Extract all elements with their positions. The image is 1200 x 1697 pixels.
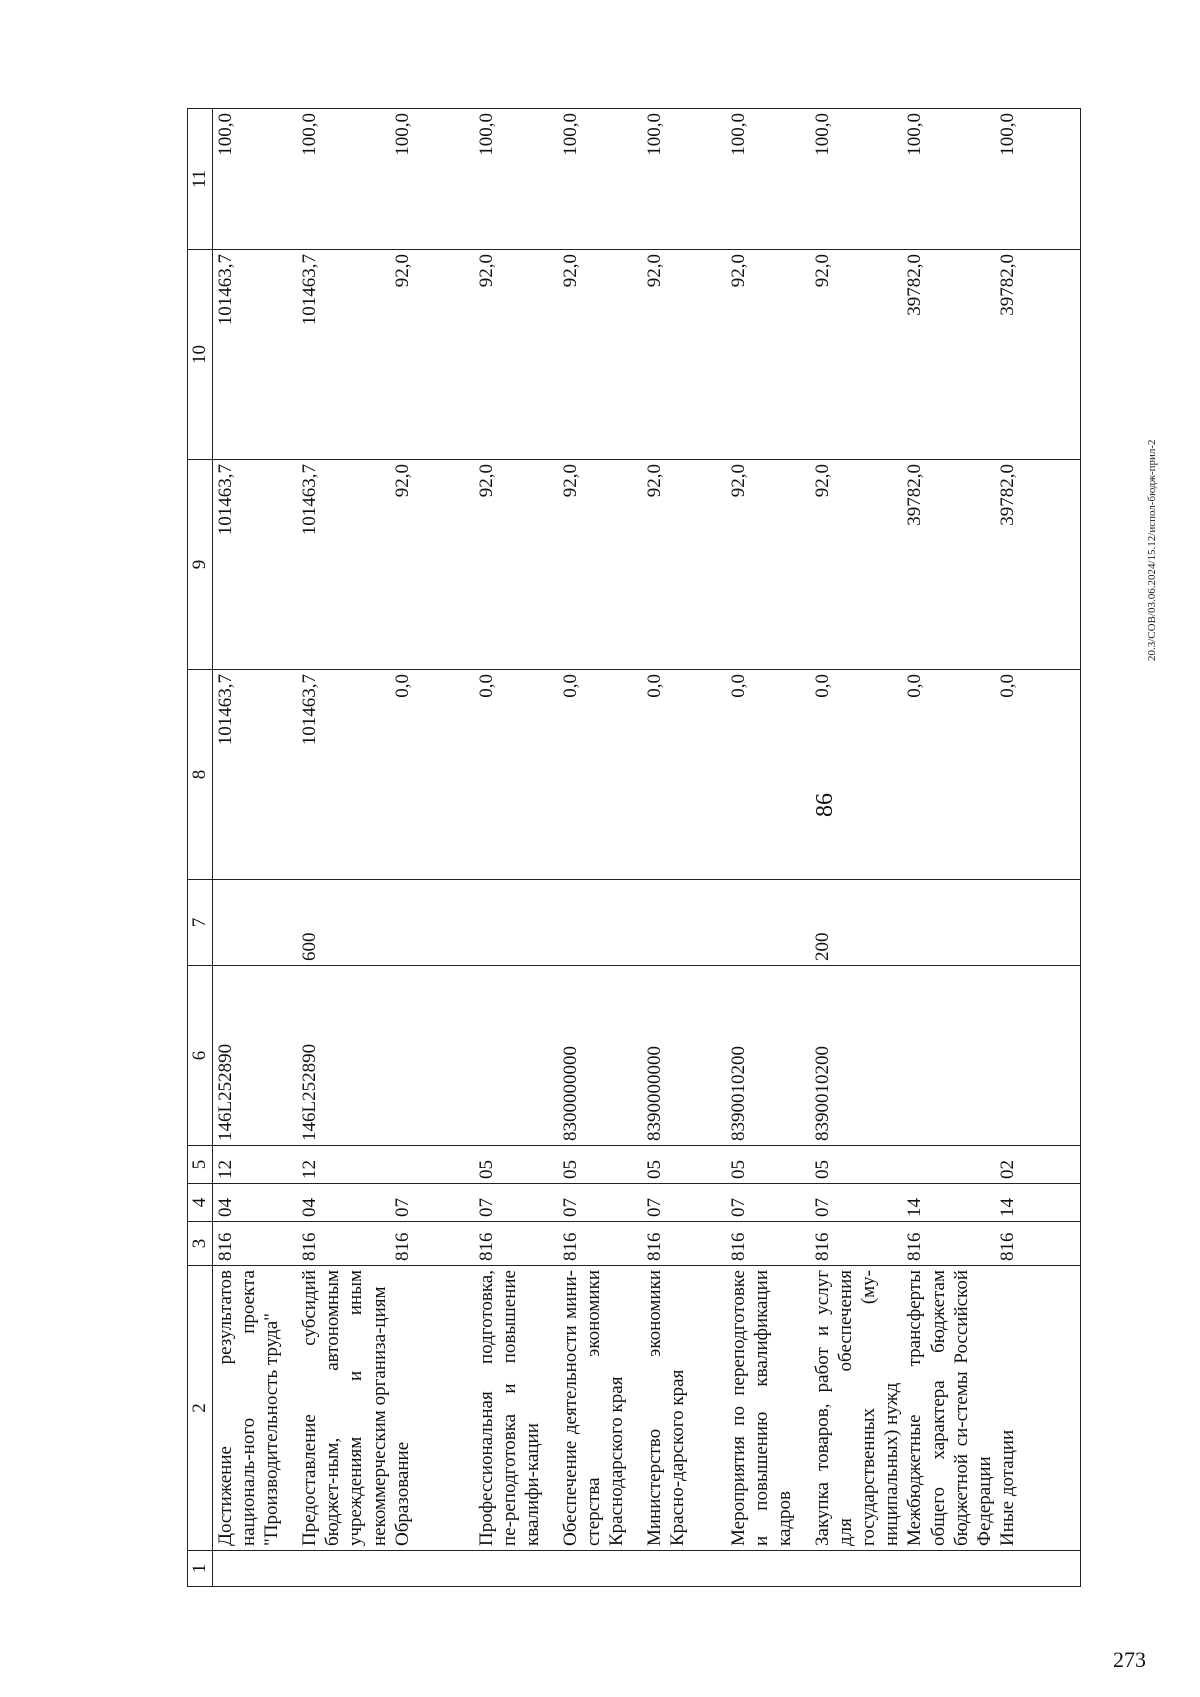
- cell-col8: 0,0: [475, 670, 559, 880]
- cell-col7: [213, 880, 299, 966]
- cell-col3: 816: [903, 1222, 996, 1266]
- cell-name: Обеспечение деятельности мини-стерства экономики Краснодарского края: [559, 1266, 643, 1551]
- cell-col11: 100,0: [727, 109, 811, 250]
- cell-col5: [391, 1146, 475, 1184]
- col-header-1: 1: [188, 1551, 213, 1587]
- cell-col6: 146L252890: [213, 966, 299, 1146]
- cell-col10: 101463,7: [298, 250, 391, 460]
- cell-col10: 92,0: [559, 250, 643, 460]
- cell-col1: [811, 1551, 904, 1587]
- col-header-2: 2: [188, 1266, 213, 1551]
- cell-col5: 05: [475, 1146, 559, 1184]
- col-header-11: 11: [188, 109, 213, 250]
- cell-col1: [391, 1551, 475, 1587]
- cell-col6: 8390010200: [727, 966, 811, 1146]
- cell-col8: 0,0: [996, 670, 1081, 880]
- document-footer-code: 20.3/СОВ/03.06.2024/15.12/испол-бюдж-прил-2: [1146, 439, 1158, 661]
- col-header-6: 6: [188, 966, 213, 1146]
- budget-table: [187, 108, 1081, 1587]
- page-footer-number: 273: [1113, 1647, 1146, 1672]
- cell-col10: 39782,0: [996, 250, 1081, 460]
- cell-col8: 0,0: [811, 670, 904, 880]
- cell-name: Иные дотации: [996, 1266, 1081, 1551]
- cell-col3: 816: [213, 1222, 299, 1266]
- cell-col3: 816: [391, 1222, 475, 1266]
- cell-col3: 816: [727, 1222, 811, 1266]
- page-top-number: 86: [812, 793, 838, 817]
- table-row: [727, 109, 811, 1587]
- cell-col3: 816: [811, 1222, 904, 1266]
- cell-col8: 101463,7: [298, 670, 391, 880]
- cell-name: Закупка товаров, работ и услуг для обеспечения государственных (му-ниципальных) нужд: [811, 1266, 904, 1551]
- cell-col6: [475, 966, 559, 1146]
- cell-col5: [903, 1146, 996, 1184]
- cell-name: Межбюджетные трансферты общего характера бюджетам бюджетной си-стемы Российской Федерации: [903, 1266, 996, 1551]
- cell-col5: 02: [996, 1146, 1081, 1184]
- table-row: [475, 109, 559, 1587]
- cell-col5: 05: [559, 1146, 643, 1184]
- cell-col1: [996, 1551, 1081, 1587]
- cell-col6: [391, 966, 475, 1146]
- cell-name: Мероприятия по переподготовке и повышению квалификации кадров: [727, 1266, 811, 1551]
- cell-name: Предоставление субсидий бюджет-ным, автономным учреждениям и иным некоммерческим организа-циям: [298, 1266, 391, 1551]
- table-row: [996, 109, 1081, 1587]
- cell-name: Образование: [391, 1266, 475, 1551]
- cell-name: Министерство экономики Красно-дарского края: [643, 1266, 727, 1551]
- cell-col3: 816: [996, 1222, 1081, 1266]
- cell-col5: 12: [298, 1146, 391, 1184]
- table-row: [298, 109, 391, 1587]
- cell-col5: 05: [643, 1146, 727, 1184]
- cell-col10: 92,0: [643, 250, 727, 460]
- table-row: [559, 109, 643, 1587]
- cell-col1: [643, 1551, 727, 1587]
- cell-col8: 0,0: [643, 670, 727, 880]
- col-header-9: 9: [188, 460, 213, 670]
- cell-col10: 92,0: [391, 250, 475, 460]
- cell-col5: 05: [727, 1146, 811, 1184]
- cell-col9: 92,0: [727, 460, 811, 670]
- cell-col11: 100,0: [475, 109, 559, 250]
- cell-col8: 101463,7: [213, 670, 299, 880]
- cell-col4: 14: [903, 1184, 996, 1222]
- cell-col6: 146L252890: [298, 966, 391, 1146]
- cell-col11: 100,0: [643, 109, 727, 250]
- table-row: [811, 109, 904, 1587]
- col-header-7: 7: [188, 880, 213, 966]
- cell-col11: 100,0: [996, 109, 1081, 250]
- cell-col7: [996, 880, 1081, 966]
- cell-col7: [903, 880, 996, 966]
- cell-col4: 07: [559, 1184, 643, 1222]
- cell-col5: 05: [811, 1146, 904, 1184]
- cell-col11: 100,0: [903, 109, 996, 250]
- cell-col6: 8390000000: [643, 966, 727, 1146]
- cell-col11: 100,0: [391, 109, 475, 250]
- cell-col9: 101463,7: [213, 460, 299, 670]
- table-row: [903, 109, 996, 1587]
- cell-col11: 100,0: [298, 109, 391, 250]
- table-row: [213, 109, 299, 1587]
- cell-col4: 07: [643, 1184, 727, 1222]
- cell-col1: [559, 1551, 643, 1587]
- cell-col7: [643, 880, 727, 966]
- cell-col10: 101463,7: [213, 250, 299, 460]
- cell-col11: 100,0: [213, 109, 299, 250]
- cell-col1: [298, 1551, 391, 1587]
- cell-col1: [475, 1551, 559, 1587]
- cell-name: Профессиональная подготовка, пе-реподготовка и повышение квалифи-кации: [475, 1266, 559, 1551]
- cell-col7: 200: [811, 880, 904, 966]
- cell-col8: 0,0: [727, 670, 811, 880]
- cell-col7: [475, 880, 559, 966]
- cell-col10: 92,0: [727, 250, 811, 460]
- cell-col4: 07: [475, 1184, 559, 1222]
- cell-col6: 8390010200: [811, 966, 904, 1146]
- col-header-4: 4: [188, 1184, 213, 1222]
- cell-col5: 12: [213, 1146, 299, 1184]
- cell-col4: 07: [391, 1184, 475, 1222]
- cell-col4: 04: [213, 1184, 299, 1222]
- cell-col8: 0,0: [391, 670, 475, 880]
- table-row: [643, 109, 727, 1587]
- table-row: [391, 109, 475, 1587]
- cell-col3: 816: [643, 1222, 727, 1266]
- table-header-row: [188, 109, 213, 1587]
- cell-col6: 8300000000: [559, 966, 643, 1146]
- cell-col1: [903, 1551, 996, 1587]
- cell-col4: 04: [298, 1184, 391, 1222]
- cell-col10: 39782,0: [903, 250, 996, 460]
- cell-col7: 600: [298, 880, 391, 966]
- cell-col8: 0,0: [903, 670, 996, 880]
- cell-col6: [903, 966, 996, 1146]
- cell-col3: 816: [559, 1222, 643, 1266]
- cell-col11: 100,0: [811, 109, 904, 250]
- col-header-10: 10: [188, 250, 213, 460]
- cell-col11: 100,0: [559, 109, 643, 250]
- cell-col7: [391, 880, 475, 966]
- cell-col9: 92,0: [559, 460, 643, 670]
- col-header-5: 5: [188, 1146, 213, 1184]
- cell-col9: 39782,0: [996, 460, 1081, 670]
- cell-col6: [996, 966, 1081, 1146]
- cell-col8: 0,0: [559, 670, 643, 880]
- cell-col1: [727, 1551, 811, 1587]
- cell-col9: 92,0: [643, 460, 727, 670]
- col-header-8: 8: [188, 670, 213, 880]
- cell-col4: 14: [996, 1184, 1081, 1222]
- cell-col3: 816: [475, 1222, 559, 1266]
- cell-col4: 07: [727, 1184, 811, 1222]
- cell-col3: 816: [298, 1222, 391, 1266]
- cell-col9: 92,0: [811, 460, 904, 670]
- cell-col9: 92,0: [475, 460, 559, 670]
- cell-col4: 07: [811, 1184, 904, 1222]
- cell-col10: 92,0: [811, 250, 904, 460]
- cell-col7: [559, 880, 643, 966]
- cell-name: Достижение результатов националь-ного проекта "Производительность труда": [213, 1266, 299, 1551]
- cell-col1: [213, 1551, 299, 1587]
- cell-col10: 92,0: [475, 250, 559, 460]
- col-header-3: 3: [188, 1222, 213, 1266]
- cell-col9: 101463,7: [298, 460, 391, 670]
- cell-col7: [727, 880, 811, 966]
- cell-col9: 92,0: [391, 460, 475, 670]
- cell-col9: 39782,0: [903, 460, 996, 670]
